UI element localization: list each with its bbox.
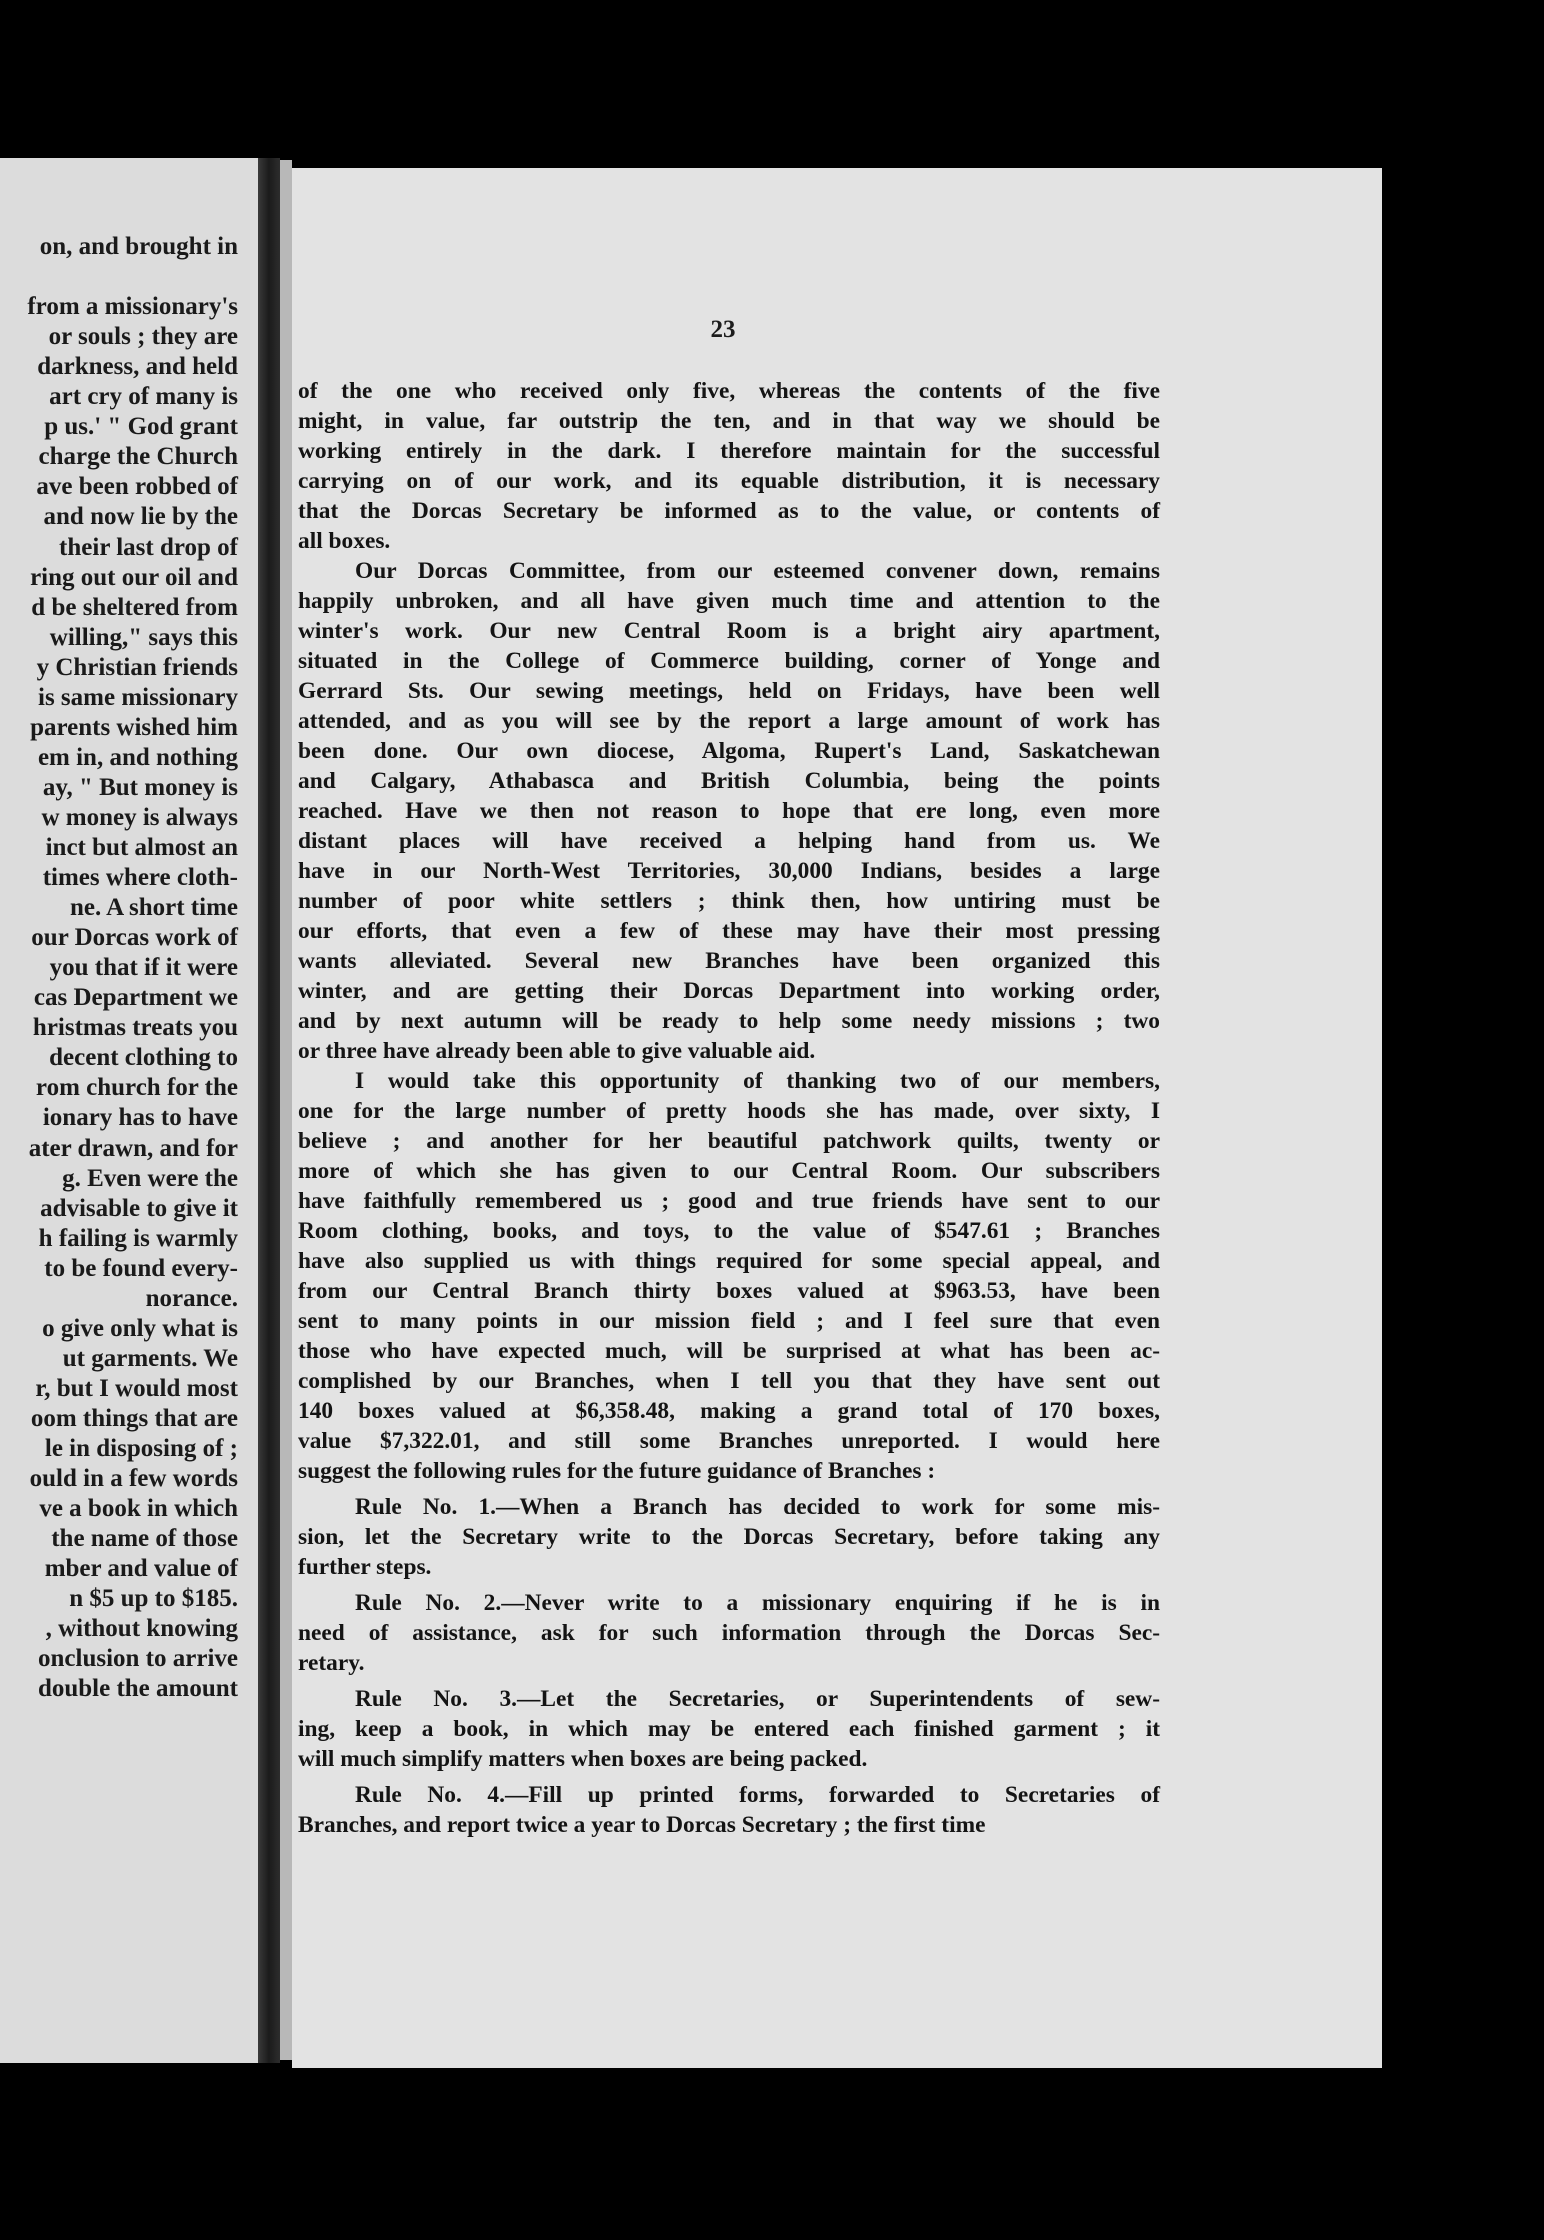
- text-line: Rule No. 4.—Fill up printed forms, forwarded to Secretaries of: [355, 1782, 1160, 1808]
- left-page-line: ay, " But money is: [42, 773, 238, 801]
- left-page-line: ne. A short time: [69, 894, 238, 922]
- left-page-line: willing," says this: [49, 623, 238, 651]
- left-page-line: you that if it were: [49, 954, 238, 982]
- left-page-line: ring out our oil and: [30, 563, 238, 591]
- text-line: have faithfully remembered us ; good and true friends have sent to our: [298, 1188, 1160, 1214]
- left-page-line: charge the Church: [38, 443, 238, 471]
- text-line: value $7,322.01, and still some Branches unreported. I would here: [298, 1428, 1160, 1454]
- left-page-line: their last drop of: [59, 533, 238, 561]
- text-line: situated in the College of Commerce building, corner of Yonge and: [298, 648, 1160, 674]
- text-line: reached. Have we then not reason to hope that ere long, even more: [298, 798, 1160, 824]
- text-line: further steps.: [298, 1554, 432, 1580]
- text-line: or three have already been able to give valuable aid.: [298, 1038, 816, 1064]
- text-line: have in our North-West Territories, 30,000 Indians, besides a large: [298, 858, 1160, 884]
- text-line: and by next autumn will be ready to help some needy missions ; two: [298, 1008, 1160, 1034]
- paragraph-3: [298, 1066, 1160, 1486]
- text-line: that the Dorcas Secretary be informed as to the value, or contents of: [298, 498, 1160, 524]
- left-page-line: ut garments. We: [62, 1344, 238, 1372]
- text-line: of the one who received only five, whereas the contents of the five: [298, 378, 1160, 404]
- text-line: retary.: [298, 1650, 365, 1676]
- text-line: sent to many points in our mission field ; and I feel sure that even: [298, 1308, 1160, 1334]
- right-page: [292, 168, 1382, 2068]
- text-line: I would take this opportunity of thanking two of our members,: [355, 1068, 1160, 1094]
- text-line: from our Central Branch thirty boxes valued at $963.53, have been: [298, 1278, 1160, 1304]
- left-page-line: decent clothing to: [49, 1044, 238, 1072]
- rule-1: [298, 1492, 1160, 1582]
- left-page-line: our Dorcas work of: [31, 924, 238, 952]
- left-page-line: rom church for the: [35, 1074, 238, 1102]
- left-page-line: , without knowing: [45, 1615, 238, 1643]
- text-line: might, in value, far outstrip the ten, and in that way we should be: [298, 408, 1160, 434]
- text-line: Branches, and report twice a year to Dorcas Secretary ; the first time: [298, 1812, 986, 1838]
- left-page-line: darkness, and held: [37, 353, 238, 381]
- text-line: happily unbroken, and all have given much time and attention to the: [298, 588, 1160, 614]
- left-page-line: the name of those: [51, 1525, 238, 1553]
- left-page-line: ater drawn, and for: [28, 1134, 238, 1162]
- left-page-line: g. Even were the: [62, 1164, 238, 1192]
- text-line: and Calgary, Athabasca and British Columbia, being the points: [298, 768, 1160, 794]
- left-page-line: onclusion to arrive: [38, 1645, 238, 1673]
- text-line: distant places will have received a helping hand from us. We: [298, 828, 1160, 854]
- page-edge: [280, 160, 292, 2060]
- left-page-line: em in, and nothing: [37, 743, 238, 771]
- left-page-line: inct but almost an: [45, 834, 238, 861]
- text-line: ing, keep a book, in which may be entered each finished garment ; it: [298, 1716, 1160, 1742]
- text-line: wants alleviated. Several new Branches have been organized this: [298, 948, 1160, 974]
- left-page-line: y Christian friends: [36, 653, 238, 681]
- left-page-line: is same missionary: [38, 683, 238, 711]
- left-page-line: d be sheltered from: [31, 593, 238, 621]
- left-page-line: norance.: [145, 1284, 238, 1312]
- text-line: Rule No. 3.—Let the Secretaries, or Superintendents of sew-: [355, 1686, 1160, 1712]
- text-line: Rule No. 2.—Never write to a missionary enquiring if he is in: [355, 1590, 1160, 1616]
- text-line: Room clothing, books, and toys, to the value of $547.61 ; Branches: [298, 1218, 1160, 1244]
- rule-4: [298, 1780, 1160, 1840]
- left-page-line: times where cloth-: [42, 864, 238, 892]
- left-page-line: on, and brought in: [39, 233, 238, 260]
- book-gutter: [258, 158, 280, 2063]
- left-page-line: art cry of many is: [49, 383, 238, 411]
- text-line: carrying on of our work, and its equable distribution, it is necessary: [298, 468, 1160, 494]
- paragraph-1: [298, 376, 1160, 556]
- left-page-line: and now lie by the: [43, 503, 238, 531]
- text-line: will much simplify matters when boxes are being packed.: [298, 1746, 868, 1772]
- left-page-line: ionary has to have: [42, 1104, 238, 1132]
- left-page-line: ould in a few words: [29, 1465, 238, 1493]
- text-line: suggest the following rules for the future guidance of Branches :: [298, 1458, 936, 1484]
- text-line: one for the large number of pretty hoods she has made, over sixty, I: [298, 1098, 1160, 1124]
- page-number: 23: [710, 316, 736, 343]
- left-page-line: hristmas treats you: [32, 1014, 238, 1042]
- text-line: believe ; and another for her beautiful patchwork quilts, twenty or: [298, 1128, 1160, 1154]
- rule-3: [298, 1684, 1160, 1774]
- text-line: winter's work. Our new Central Room is a bright airy apartment,: [298, 618, 1160, 644]
- text-line: sion, let the Secretary write to the Dorcas Secretary, before taking any: [298, 1524, 1160, 1550]
- text-line: all boxes.: [298, 528, 391, 554]
- left-page-line: parents wished him: [30, 713, 238, 741]
- left-page-line: from a missionary's: [27, 293, 238, 321]
- text-line: more of which she has given to our Central Room. Our subscribers: [298, 1158, 1160, 1184]
- left-page-line: to be found every-: [44, 1254, 238, 1282]
- text-line: working entirely in the dark. I therefore maintain for the successful: [298, 438, 1160, 464]
- left-page-line: or souls ; they are: [48, 323, 238, 351]
- left-page-line: o give only what is: [42, 1314, 238, 1342]
- left-page-line: r, but I would most: [35, 1374, 238, 1402]
- text-line: Rule No. 1.—When a Branch has decided to work for some mis-: [355, 1494, 1160, 1520]
- left-page-line: mber and value of: [44, 1555, 238, 1583]
- text-line: attended, and as you will see by the report a large amount of work has: [298, 708, 1160, 734]
- text-line: number of poor white settlers ; think then, how untiring must be: [298, 888, 1160, 914]
- left-page-line: n $5 up to $185.: [69, 1585, 238, 1613]
- text-line: Gerrard Sts. Our sewing meetings, held on Fridays, have been well: [298, 678, 1160, 704]
- left-page-line: le in disposing of ;: [44, 1435, 238, 1462]
- left-page: [0, 158, 258, 2063]
- paragraph-2: [298, 556, 1160, 1066]
- left-page-line: oom things that are: [30, 1404, 238, 1432]
- left-page-line: cas Department we: [33, 984, 238, 1012]
- text-line: our efforts, that even a few of these may have their most pressing: [298, 918, 1160, 944]
- rule-2: [298, 1588, 1160, 1678]
- left-page-line: p us.' " God grant: [44, 413, 238, 441]
- left-page-line: double the amount: [37, 1675, 238, 1703]
- left-page-line: advisable to give it: [40, 1194, 238, 1222]
- text-line: 140 boxes valued at $6,358.48, making a grand total of 170 boxes,: [298, 1398, 1160, 1424]
- text-line: winter, and are getting their Dorcas Department into working order,: [298, 978, 1160, 1004]
- text-line: complished by our Branches, when I tell you that they have sent out: [298, 1368, 1160, 1394]
- text-line: have also supplied us with things required for some special appeal, and: [298, 1248, 1160, 1274]
- text-line: need of assistance, ask for such information through the Dorcas Sec-: [298, 1620, 1160, 1646]
- left-page-line: ve a book in which: [39, 1495, 238, 1523]
- body-text: [298, 376, 1160, 1840]
- left-page-line: h failing is warmly: [38, 1224, 238, 1252]
- text-line: those who have expected much, will be surprised at what has been ac-: [298, 1338, 1160, 1364]
- left-page-line: ave been robbed of: [36, 473, 238, 501]
- left-page-line: w money is always: [41, 803, 238, 831]
- text-line: been done. Our own diocese, Algoma, Rupert's Land, Saskatchewan: [298, 738, 1160, 764]
- text-line: Our Dorcas Committee, from our esteemed convener down, remains: [355, 558, 1160, 584]
